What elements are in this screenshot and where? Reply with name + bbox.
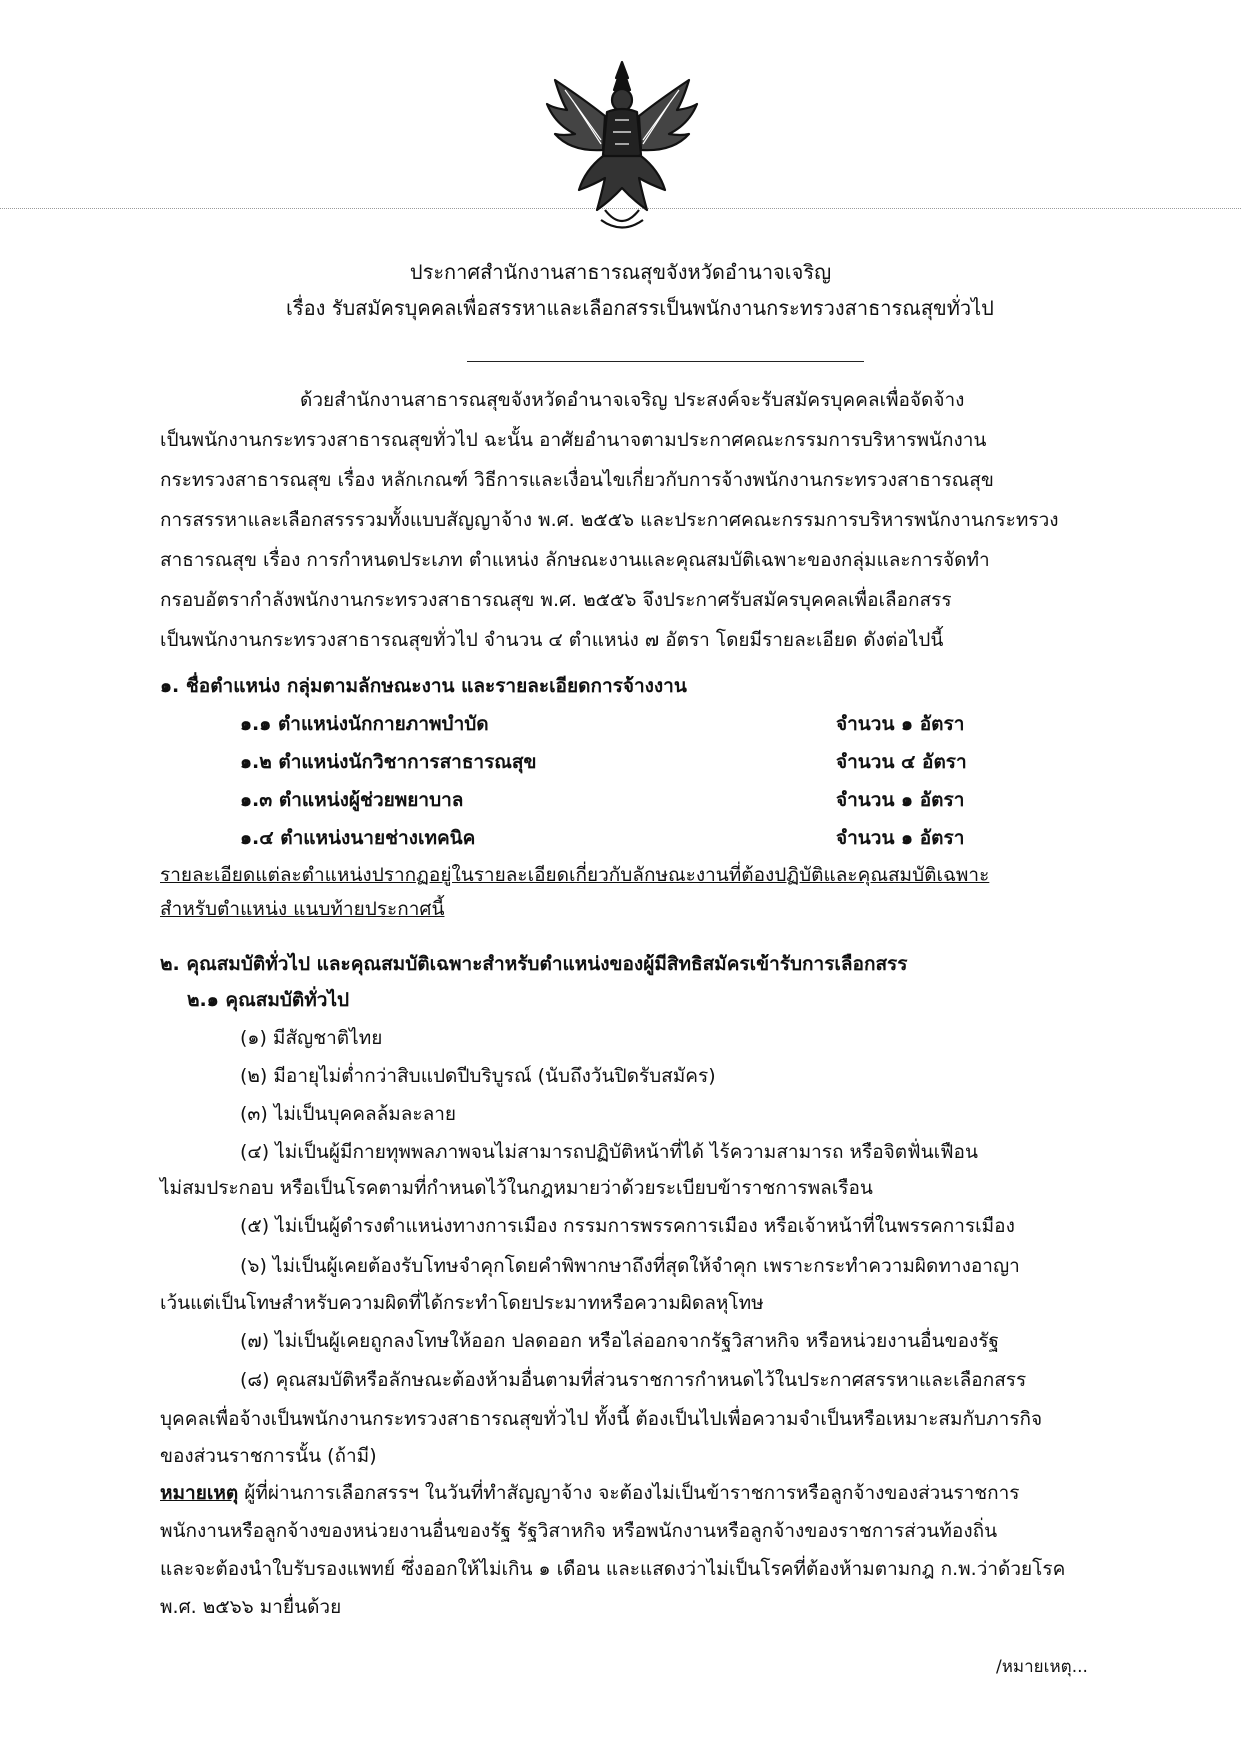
qualification-item: เว้นแต่เป็นโทษสำหรับความผิดที่ได้กระทำโดยประมาทหรือความผิดลหุโทษ — [160, 1292, 764, 1314]
qualification-item: ไม่สมประกอบ หรือเป็นโรคตามที่กำหนดไว้ในกฎหมายว่าด้วยระเบียบข้าราชการพลเรือน — [160, 1177, 873, 1199]
position-count: จำนวน ๑ อัตรา — [836, 789, 965, 811]
remark-line: และจะต้องนำใบรับรองแพทย์ ซึ่งออกให้ไม่เกิน ๑ เดือน และแสดงว่าไม่เป็นโรคที่ต้องห้ามตามกฎ ก.พ.ว่าด้วยโรค — [160, 1558, 1066, 1580]
remark-label: หมายเหตุ — [160, 1482, 239, 1504]
position-name: ๑.๔ ตำแหน่งนายช่างเทคนิค — [240, 827, 476, 849]
intro-line: ด้วยสำนักงานสาธารณสุขจังหวัดอำนาจเจริญ ประสงค์จะรับสมัครบุคคลเพื่อจัดจ้าง — [300, 389, 965, 411]
position-details-note: รายละเอียดแต่ละตำแหน่งปรากฏอยู่ในรายละเอียดเกี่ยวกับลักษณะงานที่ต้องปฏิบัติและคุณสมบัติเฉพาะ — [160, 864, 990, 886]
section-2-heading: ๒. คุณสมบัติทั่วไป และคุณสมบัติเฉพาะสำหรับตำแหน่งของผู้มีสิทธิสมัครเข้ารับการเลือกสรร — [160, 953, 908, 975]
qualification-item: (๒) มีอายุไม่ต่ำกว่าสิบแปดปีบริบูรณ์ (นับถึงวันปิดรับสมัคร) — [240, 1065, 716, 1087]
announcement-title: ประกาศสำนักงานสาธารณสุขจังหวัดอำนาจเจริญ — [409, 260, 832, 284]
position-name: ๑.๒ ตำแหน่งนักวิชาการสาธารณสุข — [240, 751, 537, 773]
intro-line: เป็นพนักงานกระทรวงสาธารณสุขทั่วไป ฉะนั้น อาศัยอำนาจตามประกาศคณะกรรมการบริหารพนักงาน — [160, 429, 987, 451]
remark-line — [160, 1484, 1020, 1503]
qualification-item: (๔) ไม่เป็นผู้มีกายทุพพลภาพจนไม่สามารถปฏิบัติหน้าที่ได้ ไร้ความสามารถ หรือจิตฟั่นเฟือน — [240, 1141, 978, 1163]
qualification-item: (๗) ไม่เป็นผู้เคยถูกลงโทษให้ออก ปลดออก หรือไล่ออกจากรัฐวิสาหกิจ หรือหน่วยงานอื่นของรัฐ — [240, 1330, 999, 1352]
remark-line: พนักงานหรือลูกจ้างของหน่วยงานอื่นของรัฐ รัฐวิสาหกิจ หรือพนักงานหรือลูกจ้างของราชการส่วนท้องถิ่น — [160, 1520, 998, 1542]
title-divider — [467, 361, 864, 362]
remark-text: ผู้ที่ผ่านการเลือกสรรฯ ในวันที่ทำสัญญาจ้าง จะต้องไม่เป็นข้าราชการหรือลูกจ้างของส่วนราชการ — [238, 1482, 1020, 1504]
position-count: จำนวน ๑ อัตรา — [836, 713, 965, 735]
announcement-subject: เรื่อง รับสมัครบุคคลเพื่อสรรหาและเลือกสรรเป็นพนักงานกระทรวงสาธารณสุขทั่วไป — [286, 296, 994, 320]
position-name: ๑.๑ ตำแหน่งนักกายภาพบำบัด — [240, 713, 489, 735]
garuda-emblem-icon — [545, 60, 699, 235]
position-count: จำนวน ๑ อัตรา — [836, 827, 965, 849]
qualification-item: (๕) ไม่เป็นผู้ดำรงตำแหน่งทางการเมือง กรรมการพรรคการเมือง หรือเจ้าหน้าที่ในพรรคการเมือง — [240, 1215, 1015, 1237]
continued-marker: /หมายเหตุ... — [996, 1657, 1088, 1677]
intro-line: กรอบอัตรากำลังพนักงานกระทรวงสาธารณสุข พ.ศ. ๒๕๕๖ จึงประกาศรับสมัครบุคคลเพื่อเลือกสรร — [160, 589, 952, 611]
position-name: ๑.๓ ตำแหน่งผู้ช่วยพยาบาล — [240, 789, 464, 811]
section-2-1-heading: ๒.๑ คุณสมบัติทั่วไป — [187, 989, 350, 1011]
qualification-item: (๑) มีสัญชาติไทย — [240, 1027, 383, 1049]
section-1-heading: ๑. ชื่อตำแหน่ง กลุ่มตามลักษณะงาน และรายละเอียดการจ้างงาน — [160, 675, 687, 697]
qualification-item: (๘) คุณสมบัติหรือลักษณะต้องห้ามอื่นตามที่ส่วนราชการกำหนดไว้ในประกาศสรรหาและเลือกสรร — [240, 1369, 1027, 1391]
qualification-item: บุคคลเพื่อจ้างเป็นพนักงานกระทรวงสาธารณสุขทั่วไป ทั้งนี้ ต้องเป็นไปเพื่อความจำเป็นหรือเหมาะสมกับภารกิจ — [160, 1408, 1043, 1430]
intro-line: เป็นพนักงานกระทรวงสาธารณสุขทั่วไป จำนวน ๔ ตำแหน่ง ๗ อัตรา โดยมีรายละเอียด ดังต่อไปนี้ — [160, 629, 944, 651]
position-count: จำนวน ๔ อัตรา — [836, 751, 967, 773]
remark-line: พ.ศ. ๒๕๖๖ มายื่นด้วย — [160, 1596, 342, 1618]
qualification-item: (๓) ไม่เป็นบุคคลล้มละลาย — [240, 1103, 457, 1125]
position-details-note: สำหรับตำแหน่ง แนบท้ายประกาศนี้ — [160, 898, 445, 920]
intro-line: กระทรวงสาธารณสุข เรื่อง หลักเกณฑ์ วิธีการและเงื่อนไขเกี่ยวกับการจ้างพนักงานกระทรวงสาธารณสุข — [160, 469, 994, 491]
qualification-item: ของส่วนราชการนั้น (ถ้ามี) — [160, 1445, 377, 1467]
intro-line: สาธารณสุข เรื่อง การกำหนดประเภท ตำแหน่ง ลักษณะงานและคุณสมบัติเฉพาะของกลุ่มและการจัดทำ — [160, 549, 990, 571]
intro-line: การสรรหาและเลือกสรรรวมทั้งแบบสัญญาจ้าง พ.ศ. ๒๕๕๖ และประกาศคณะกรรมการบริหารพนักงานกระทรวง — [160, 509, 1059, 531]
qualification-item: (๖) ไม่เป็นผู้เคยต้องรับโทษจำคุกโดยคำพิพากษาถึงที่สุดให้จำคุก เพราะกระทำความผิดทางอาญา — [240, 1255, 1020, 1277]
